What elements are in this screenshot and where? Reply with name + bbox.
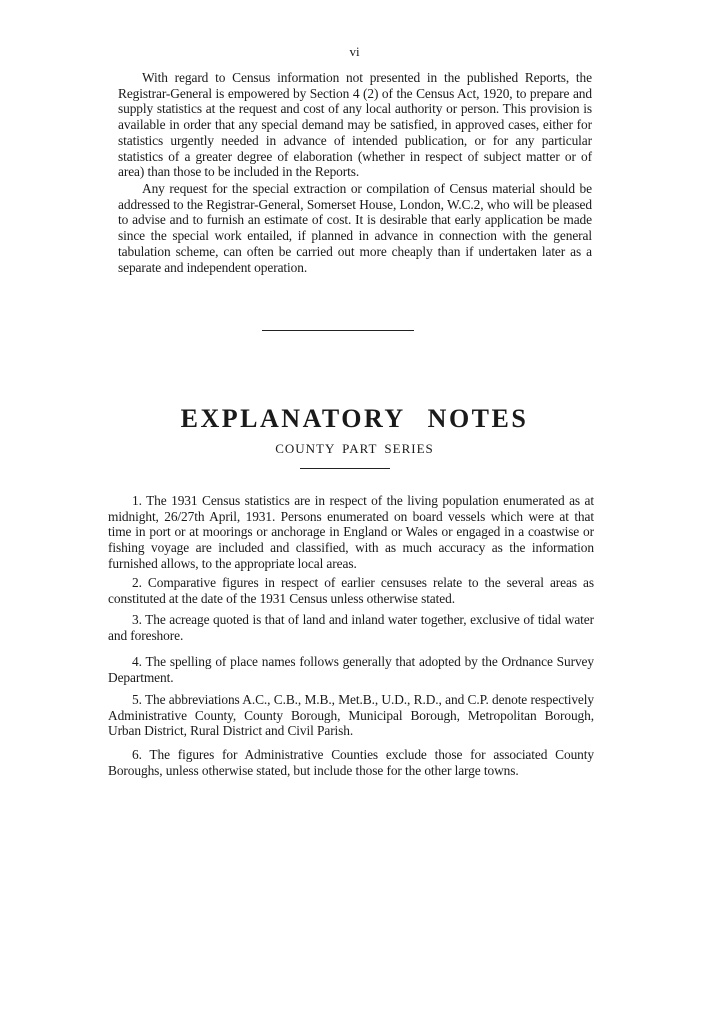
- note-item: 1. The 1931 Census statistics are in respect of the living population enumerated as at midnight, 26/27th April, 1931. Persons enumerated on board vessels which were at that time in port or at moorings or anchorage in England or Wales or engaged in a coastwise or fishing voyage are included and classified, with as much accuracy as the information furnished allows, to the appropriate local areas.: [108, 493, 594, 571]
- section-heading: EXPLANATORY NOTES: [180, 404, 529, 433]
- note-item: 2. Comparative figures in respect of earlier censuses relate to the several areas as constituted at the date of the 1931 Census unless otherwise stated.: [108, 575, 594, 606]
- note-item: 3. The acreage quoted is that of land and inland water together, exclusive of tidal water and foreshore.: [108, 612, 594, 643]
- note-item: 6. The figures for Administrative Counties exclude those for associated County Boroughs, unless otherwise stated, but include those for the other large towns.: [108, 747, 594, 778]
- intro-paragraph-census-information: With regard to Census information not presented in the published Reports, the Registrar-General is empowered by Section 4 (2) of the Census Act, 1920, to prepare and supply statistics at the request and cost of any local authority or person. This provision is available in order that any special demand may be satisfied, in approved cases, either for statistics urgently needed in advance of intended publication, or for any particular statistics of a greater degree of elaboration (whether in respect of subject matter or of area) than those to be included in the Reports.: [118, 70, 592, 180]
- subheading-divider: [300, 468, 390, 469]
- note-item: 4. The spelling of place names follows generally that adopted by the Ordnance Survey Department.: [108, 654, 594, 685]
- page-number: vi: [349, 44, 360, 59]
- note-item: 5. The abbreviations A.C., C.B., M.B., Met.B., U.D., R.D., and C.P. denote respectively Administrative County, County Borough, Municipal Borough, Metropolitan Borough, Urban District, Rural District and Civil Parish.: [108, 692, 594, 739]
- intro-paragraph-special-requests: Any request for the special extraction or compilation of Census material should be addressed to the Registrar-General, Somerset House, London, W.C.2, who will be pleased to advise and to furnish an estimate of cost. It is desirable that early application be made since the special work entailed, if planned in advance in connection with the general tabulation scheme, can often be carried out more cheaply than if undertaken later as a separate and independent operation.: [118, 181, 592, 275]
- section-divider: [262, 330, 414, 331]
- section-subheading: COUNTY PART SERIES: [275, 441, 434, 456]
